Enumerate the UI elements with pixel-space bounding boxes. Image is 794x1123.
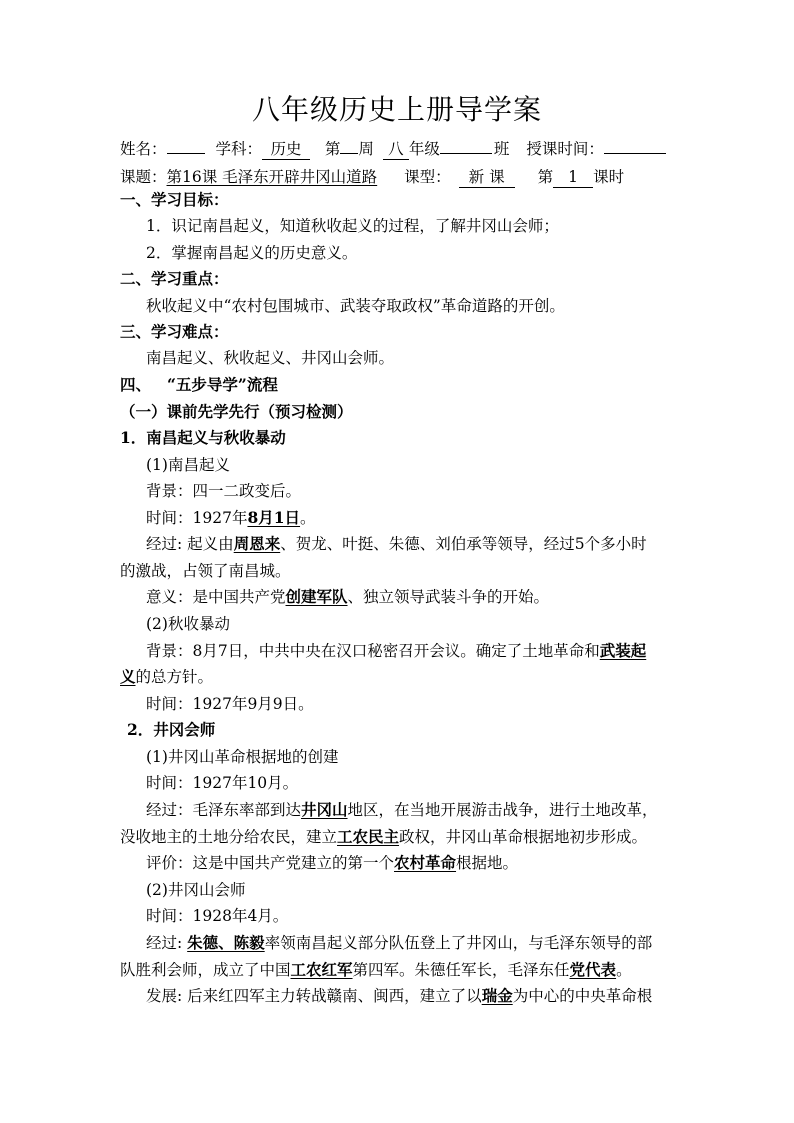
base-evaluation [146,853,518,873]
meet-process [146,933,652,953]
meet-process-text: 率领南昌起义部分队伍登上了井冈山，与毛泽东领导的部 [264,934,653,952]
name-blank [167,137,205,154]
time-label: 授课时间： [526,140,604,158]
meaning-text-b: 、独立领导武装斗争的开始。 [347,588,550,606]
dev-label: 发展: [146,987,183,1005]
class-blank [440,137,492,154]
focus-text: 秋收起义中“农村包围城市、武装夺取政权”革命道路的开创。 [146,297,565,315]
meaning-text-a: 意义：是中国共产党 [146,588,286,606]
type-value: 新 课 [459,167,515,188]
autumn-bg-key-cont: 义 [120,667,136,686]
meet-title: (2)井冈山会师 [146,881,246,899]
base-time: 时间：1927年10月。 [146,774,299,792]
goal-1: 1．识记南昌起义，知道秋收起义的过程，了解井冈山会师； [146,217,559,235]
type-label: 课型： [404,168,451,186]
autumn-title: (2)秋收暴动 [146,615,230,633]
nanchang-time [146,508,316,528]
week-prefix: 第 [324,140,341,158]
meet2-key-army: 工农红军 [290,960,353,979]
eval-key: 农村革命 [394,853,457,872]
goal-2: 2．掌握南昌起义的历史意义。 [146,244,358,262]
subject-value: 历史 [262,139,310,160]
period-prefix: 第 [537,168,554,186]
process-key-zhou: 周恩来 [233,534,281,553]
base-process-cont [120,827,647,847]
nanchang-title: (1)南昌起义 [146,456,230,474]
nanchang-background: 背景：四一二政变后。 [146,482,302,500]
class-suffix: 班 [493,140,510,158]
base-process-text-b: 地区，在当地开展游击战争，进行土地改革， [347,801,658,819]
base-process2-key: 工农民主 [337,827,400,846]
base-process-key: 井冈山 [301,800,348,819]
flow-heading-text: “五步导学”流程 [167,375,278,394]
topic-label: 课题： [120,168,167,186]
nanchang-time-end: 。 [300,509,316,527]
grade-value: 八 [383,139,409,160]
autumn-bg-key: 武装起 [599,641,647,660]
nanchang-date-key: 8月1日 [247,508,301,527]
flow-heading-number: 四、 [120,375,152,394]
process-text-b: 、贺龙、叶挺、朱德、刘伯承等领导，经过5个多小时 [280,535,647,553]
header-info-line [120,137,666,160]
nanchang-meaning [146,587,549,607]
nanchang-process-cont: 的激战，占领了南昌城。 [120,562,291,580]
pre-study-heading: （一）课前先学先行（预习检测） [120,402,353,421]
autumn-background-cont [120,667,213,687]
autumn-time: 时间：1927年9月9日。 [146,695,314,713]
base-process2-text-a: 没收地主的土地分给农民，建立 [120,828,338,846]
base-process2-text-b: 政权，井冈山革命根据地初步形成。 [399,828,648,846]
dev-text-b: 为中心的中央革命根 [512,987,653,1005]
part1-heading: 1．南昌起义与秋收暴动 [120,428,286,447]
dev-text-a: 后来红四军主力转战赣南、闽西，建立了以 [187,987,482,1005]
meet2-text-a: 队胜利会师，成立了中国 [120,961,291,979]
period-value: 1 [553,167,593,188]
autumn-bg-text: 背景：8月7日，中共中央在汉口秘密召开会议。确定了土地革命和 [146,642,600,660]
meet-process-label: 经过: [146,934,183,952]
meet-process-cont [120,960,632,980]
eval-text-b: 根据地。 [456,854,519,872]
meet2-key-rep: 党代表 [569,960,617,979]
meaning-key: 创建军队 [285,587,348,606]
meet2-text-b: 第四军。朱德任军长，毛泽东任 [352,961,570,979]
process-label: 经过: [146,535,183,553]
nanchang-process [146,534,647,554]
meet-key-leaders: 朱德、陈毅 [187,933,265,952]
meet2-text-end: 。 [616,961,632,979]
nanchang-time-label: 时间：1927年 [146,509,248,527]
page-title: 八年级历史上册导学案 [251,93,542,126]
part2-heading: 2．井冈会师 [127,720,216,739]
base-process-text-a: 经过：毛泽东率部到达 [146,801,302,819]
eval-text-a: 评价：这是中国共产党建立的第一个 [146,854,395,872]
goals-heading: 一、学习目标： [120,190,229,209]
topic-value: 第16课 毛泽东开辟井冈山道路 [166,168,378,186]
subject-label: 学科： [215,140,262,158]
week-blank [340,137,358,154]
base-title: (1)井冈山革命根据地的创建 [146,748,339,766]
meet-time: 时间：1928年4月。 [146,907,289,925]
grade-suffix: 年级 [408,140,440,158]
topic-line [120,167,624,188]
process-text-a: 起义由 [187,535,234,553]
difficult-heading: 三、学习难点： [120,322,229,341]
dev-key-ruijin: 瑞金 [481,986,513,1005]
name-label: 姓名： [120,140,167,158]
autumn-bg-end: 的总方针。 [135,668,214,686]
development [146,986,652,1006]
base-process [146,800,658,820]
autumn-background [146,641,646,661]
focus-heading: 二、学习重点： [120,269,229,288]
week-suffix: 周 [358,140,374,158]
difficult-text: 南昌起义、秋收起义、井冈山会师。 [146,349,395,367]
time-blank [604,137,666,154]
period-suffix: 课时 [593,168,625,186]
flow-heading [120,375,278,395]
